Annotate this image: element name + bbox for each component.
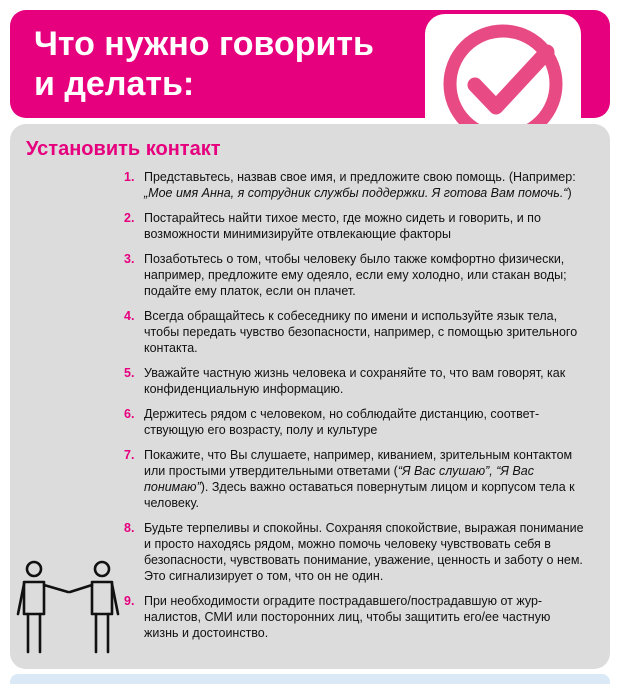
item-quote: „Мое имя Анна, я сотрудник службы поддержки. Я готова Вам помочь.“ bbox=[144, 186, 568, 200]
item-number: 4. bbox=[124, 309, 135, 323]
item-number: 2. bbox=[124, 211, 135, 225]
list-item bbox=[118, 251, 588, 299]
item-number: 8. bbox=[124, 521, 135, 535]
item-text: Уважайте частную жизнь человека и сохраняйте то, что вам говорят, как конфиденциальную информацию. bbox=[144, 366, 566, 396]
footer-strip bbox=[10, 674, 610, 684]
list-item bbox=[118, 365, 588, 397]
list-item bbox=[118, 169, 588, 201]
list-item bbox=[118, 308, 588, 356]
list-item bbox=[118, 210, 588, 242]
list-item bbox=[118, 406, 588, 438]
title-line-1: Что нужно говорить bbox=[34, 25, 374, 63]
item-tail: ) bbox=[567, 186, 572, 200]
item-number: 6. bbox=[124, 407, 135, 421]
two-people-handshake-icon bbox=[14, 558, 124, 658]
section-title: Установить контакт bbox=[26, 138, 221, 160]
item-text: Представьтесь, назвав свое имя, и предложите свою помощь. (Например: bbox=[144, 170, 576, 184]
list-item bbox=[118, 593, 588, 641]
item-text: Покажите, что Вы слушаете, например, киванием, зрительным контактом или простыми утвердительными ответами ( bbox=[144, 448, 573, 478]
item-text: Позаботьтесь о том, чтобы человеку было также комфортно физически, например, предложите ему одеяло, если ему холодно, или стакан воды; подайте ему платок, если он плачет. bbox=[144, 252, 567, 298]
item-number: 9. bbox=[124, 594, 135, 608]
item-text: Будьте терпеливы и спокойны. Сохраняя спокойствие, выражая понимание и просто находясь рядом, можно помочь человеку чувствовать себя в безопасности, чувствовать понимание, уважение, ценность и заботу о нем. Это сигнализирует о том, что он не один. bbox=[144, 521, 584, 583]
item-text: Всегда обращайтесь к собеседнику по имени и используйте язык тела, чтобы передать чувство безопасности, например, с помощью зрительного контакта. bbox=[144, 309, 578, 355]
advice-list bbox=[118, 169, 588, 650]
item-tail: ). Здесь важно оставаться повернутым лицом и корпусом тела к человеку. bbox=[144, 480, 575, 510]
item-number: 7. bbox=[124, 448, 135, 462]
item-quote: “Я Вас слушаю”, “Я Вас понимаю” bbox=[144, 464, 534, 494]
title-line-2: и делать: bbox=[34, 65, 195, 103]
item-number: 3. bbox=[124, 252, 135, 266]
list-item bbox=[118, 447, 588, 511]
item-text: Постарайтесь найти тихое место, где можно сидеть и говорить, и по возможности минимизируйте отвлекающие факторы bbox=[144, 211, 541, 241]
item-number: 5. bbox=[124, 366, 135, 380]
page-title bbox=[34, 24, 424, 104]
item-text: Держитесь рядом с человеком, но соблюдайте дистанцию, соответствующую его возрасту, полу и культуре bbox=[144, 407, 540, 437]
item-text: При необходимости оградите пострадавшего/пострадавшую от журналистов, СМИ или посторонних лиц, чтобы защитить его/ее частную жизнь и достоинство. bbox=[144, 594, 551, 640]
list-item bbox=[118, 520, 588, 584]
item-number: 1. bbox=[124, 170, 135, 184]
